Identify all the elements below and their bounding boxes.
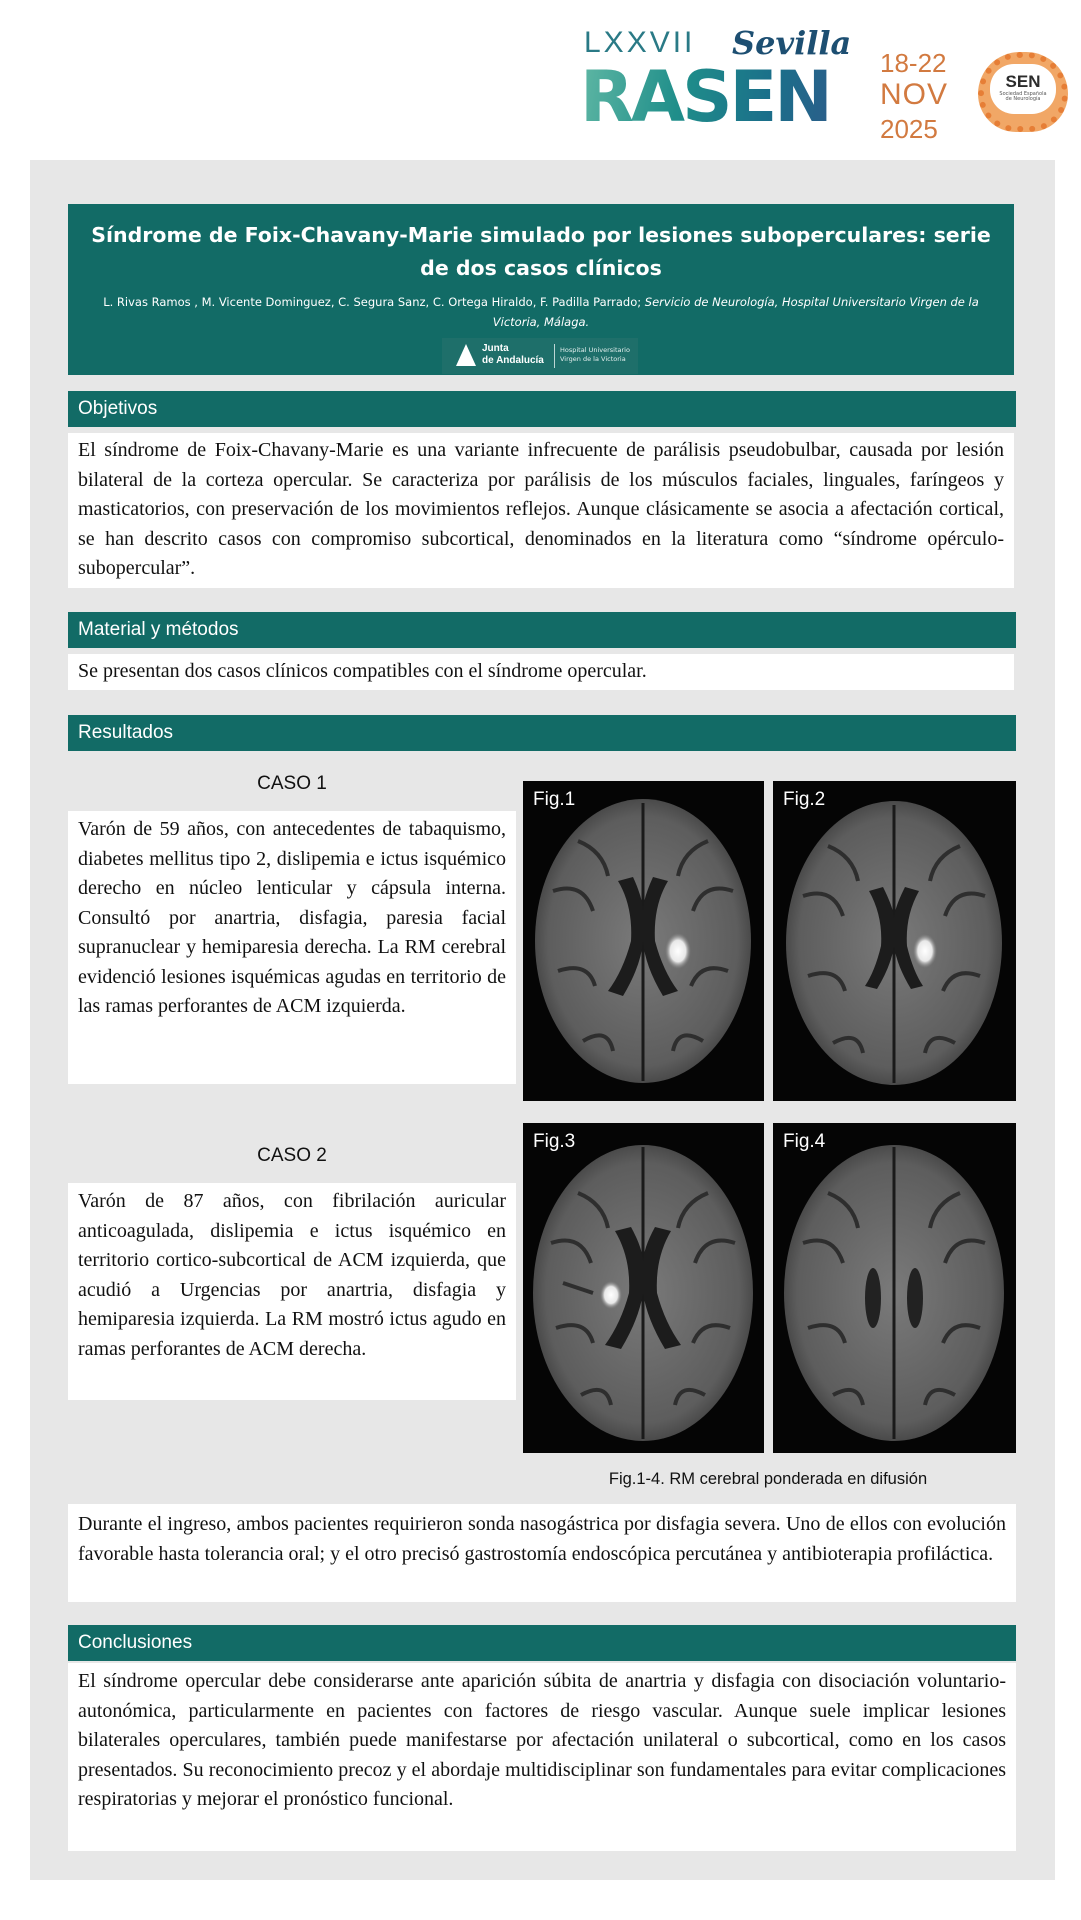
section-header-material: Material y métodos — [68, 612, 1016, 648]
junta-logo-line1: Junta — [482, 343, 509, 354]
figure-caption: Fig.1-4. RM cerebral ponderada en difusión — [608, 1470, 928, 1488]
congress-days: 18-22 — [880, 48, 947, 78]
material-text: Se presentan dos casos clínicos compatibles con el síndrome opercular. — [68, 654, 1014, 690]
authors — [88, 292, 994, 332]
junta-logo-line2: de Andalucía — [482, 355, 544, 366]
congress-name: RASEN — [580, 56, 830, 138]
caso2-title: CASO 2 — [257, 1145, 327, 1166]
congress-month: NOV — [880, 78, 949, 111]
institution-logo — [442, 338, 638, 374]
poster-title: Síndrome de Foix-Chavany-Marie simulado por lesiones suboperculares: serie de dos casos clínicos — [91, 223, 991, 280]
mri-figure-3 — [523, 1123, 764, 1453]
fig-1-label: Fig.1 — [533, 789, 576, 810]
hospital-logo-line2: Virgen de la Victoria — [560, 355, 626, 363]
objetivos-text: El síndrome de Foix-Chavany-Marie es una variante infrecuente de parálisis pseudobulbar, causada por lesión bilateral de la corteza opercular. Se caracteriza por parálisis de los músculos faciales, linguales, faríngeos y masticatorios, con preservación de los movimientos reflejos. Aunque clásicamente se asocia a afectación cortical, se han descrito casos con compromiso subcortical, denominados en la literatura como “síndrome opérculo-subopercular”. — [68, 433, 1014, 588]
congress-city: Sevilla — [732, 24, 852, 62]
title-block — [68, 204, 1014, 375]
congress-edition: LXXVII — [584, 26, 696, 59]
congress-logo — [580, 18, 975, 144]
caso2-text: Varón de 87 años, con fibrilación auricular anticoagulada, dislipemia e ictus isquémico en territorio cortico-subcortical de ACM izquierda, que acudió a Urgencias por anartria, disfagia y hemiparesia izquierda. La RM mostró ictus agudo en ramas perforantes de ACM derecha. — [68, 1183, 516, 1400]
author-list: L. Rivas Ramos , M. Vicente Dominguez, C. Segura Sanz, C. Ortega Hiraldo, F. Padilla Parrado; — [103, 295, 642, 309]
junta-logo-icon — [456, 344, 476, 366]
sen-logo-subtext: Sociedad Española de Neurología — [999, 91, 1047, 102]
fig-4-label: Fig.4 — [783, 1131, 826, 1152]
mri-figure-2 — [773, 781, 1016, 1101]
sen-logo — [978, 52, 1068, 132]
evolution-text: Durante el ingreso, ambos pacientes requirieron sonda nasogástrica por disfagia severa. Uno de ellos con evolución favorable hasta tolerancia oral; y el otro precisó gastrostomía endoscópica percutánea y antibioterapia profiláctica. — [68, 1504, 1016, 1602]
section-header-conclusiones: Conclusiones — [68, 1625, 1016, 1661]
affiliation: Servicio de Neurología, Hospital Universitario Virgen de la Victoria, Málaga. — [492, 295, 979, 329]
mri-figure-4 — [773, 1123, 1016, 1453]
logo-divider — [554, 344, 555, 368]
fig-2-label: Fig.2 — [783, 789, 826, 810]
section-header-resultados: Resultados — [68, 715, 1016, 751]
conclusiones-text: El síndrome opercular debe considerarse ante aparición súbita de anartria y disfagia con disociación voluntario-autonómica, particularmente en pacientes con factores de riesgo vascular. Aunque suele implicar lesiones bilaterales operculares, también puede manifestarse por afectación unilateral o subcortical, como en los casos presentados. Su reconocimiento precoz y el abordaje multidisciplinar son fundamentales para evitar complicaciones respiratorias y mejorar el pronóstico funcional. — [68, 1663, 1016, 1851]
caso1-text: Varón de 59 años, con antecedentes de tabaquismo, diabetes mellitus tipo 2, dislipemia e ictus isquémico derecho en núcleo lenticular y cápsula interna. Consultó por anartria, disfagia, paresia facial supranuclear y hemiparesia derecha. La RM cerebral evidenció lesiones isquémicas agudas en territorio de las ramas perforantes de ACM izquierda. — [68, 811, 516, 1084]
hospital-logo-line1: Hospital Universitario — [560, 346, 630, 354]
fig-3-label: Fig.3 — [533, 1131, 576, 1152]
section-header-objetivos: Objetivos — [68, 391, 1016, 427]
congress-year: 2025 — [880, 114, 938, 144]
sen-logo-text: SEN — [1005, 72, 1041, 91]
mri-figure-1 — [523, 781, 764, 1101]
caso1-title: CASO 1 — [257, 773, 327, 794]
